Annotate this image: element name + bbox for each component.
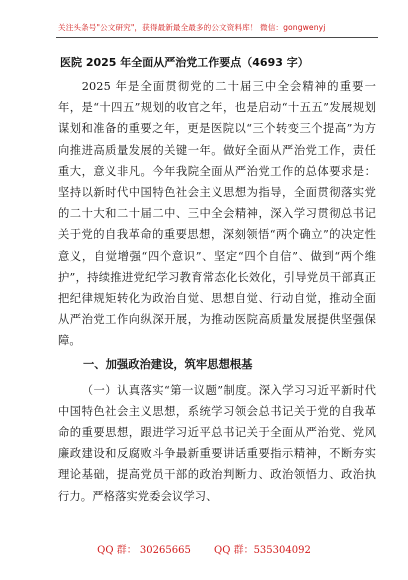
footer-qq-group-2: QQ 群：535304092 — [214, 545, 311, 556]
section-paragraph: （一）认真落实“第一议题”制度。深入学习习近平新时代中国特色社会主义思想，系统学习领会总书记关于党的自我革命的重要思想，跟进学习近平总书记关于全面从严治党、党风廉政建设和反腐败斗争最新重要讲话重要指示精神，不断夯实理论基础，提高党员干部的政治判断力、政治领悟力、政治执行力。严格落实党委会议学习、 — [58, 383, 376, 503]
promo-text: 关注头条号"公文研究"，获得最新最全最多的公文资料库！ 微信：gongwenyj — [58, 23, 326, 32]
header-banner — [56, 14, 378, 38]
footer-contact — [0, 541, 408, 556]
document-body — [58, 54, 376, 507]
intro-paragraph: 2025 年是全面贯彻党的二十届三中全会精神的重要一年，是“十四五”规划的收官之年，也是启动“十五五”发展规划谋划和准备的重要之年，更是医院以“三个转变三个提高”为方向推进高质量发展的关键一年。做好全面从严治党工作，责任重大，意义非凡。今年我院全面从严治党工作的总体要求是：坚持以新时代中国特色社会主义思想为指导，全面贯彻落实党的二十大和二十届二中、三中全会精神，深入学习贯彻总书记关于党的自我革命的重要思想，深刻领悟“两个确立”的决定性意义，自觉增强“四个意识”、坚定“四个自信”、做到“两个维护”，持续推进党纪学习教育常态化长效化，引导党员干部真正把纪律规矩转化为政治自觉、思想自觉、行动自觉，推动全面从严治党工作向纵深开展，为推动医院高质量发展提供坚强保障。 — [58, 80, 376, 348]
section-heading: 一、加强政治建设，筑牢思想根基 — [83, 357, 253, 371]
footer-qq-group-1: QQ 群： 30265665 — [97, 545, 191, 556]
document-title: 医院 2025 年全面从严治党工作要点（4693 字） — [60, 56, 309, 69]
